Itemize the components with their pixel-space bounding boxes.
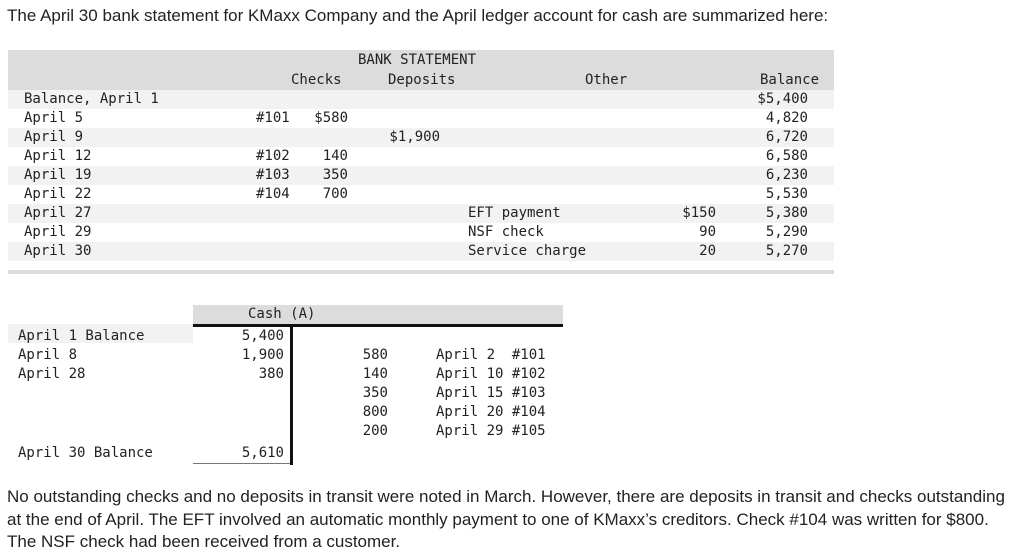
row-date: April 19 <box>24 167 92 183</box>
row-balance: 6,720 <box>765 129 808 145</box>
credit-amount: 200 <box>362 423 388 439</box>
row-other-description: EFT payment <box>468 205 561 221</box>
credit-label: April 20 #104 <box>436 404 546 420</box>
bank-title: BANK STATEMENT <box>358 52 477 68</box>
row-balance: 6,230 <box>765 167 808 183</box>
row-check-amount: $580 <box>314 110 348 126</box>
row-other-amount: 20 <box>699 243 716 259</box>
row-check-number: #102 <box>256 148 290 164</box>
credit-amount: 800 <box>362 404 388 420</box>
row-balance: 6,580 <box>765 148 808 164</box>
row-other-description: Service charge <box>468 243 587 259</box>
credit-amount: 350 <box>362 385 388 401</box>
row-check-amount: 350 <box>322 167 348 183</box>
credit-label: April 29 #105 <box>436 423 546 439</box>
row-check-number: #103 <box>256 167 290 183</box>
bank-statement-table <box>8 50 834 275</box>
intro-text: The April 30 bank statement for KMaxx Company and the April ledger account for cash are summarized here: <box>7 6 829 25</box>
row-balance: 5,290 <box>765 224 808 240</box>
row-balance: 5,530 <box>765 186 808 202</box>
row-balance: 5,380 <box>765 205 808 221</box>
credit-amount: 140 <box>362 366 388 382</box>
row-balance: 4,820 <box>765 110 808 126</box>
header-checks: Checks <box>291 72 342 88</box>
row-date: April 12 <box>24 148 92 164</box>
row-other-description: NSF check <box>468 224 544 240</box>
credit-label: April 10 #102 <box>436 366 546 382</box>
debit-amount: 380 <box>258 366 284 382</box>
explanation-text: No outstanding checks and no deposits in transit were noted in March. However, there are deposits in transit and checks outstanding at the end of April. The EFT involved an automatic monthly payment to one of KMaxx’s creditors. Check #104 was written for $800. The NSF check had been received from a customer. <box>7 487 1005 551</box>
debit-amount: 5,400 <box>241 328 284 344</box>
bank-bottom-rule <box>8 270 834 274</box>
t-account-title: Cash (A) <box>248 306 316 322</box>
row-date: April 30 <box>24 243 92 259</box>
t-account-vertical-rule <box>290 324 293 465</box>
debit-label: April 1 Balance <box>18 328 145 344</box>
header-other: Other <box>585 72 628 88</box>
row-date: April 9 <box>24 129 84 145</box>
row-check-amount: 700 <box>322 186 348 202</box>
row-check-number: #104 <box>256 186 290 202</box>
balance-rule <box>193 463 290 464</box>
row-balance: 5,270 <box>765 243 808 259</box>
credit-label: April 15 #103 <box>436 385 546 401</box>
header-deposits: Deposits <box>388 72 456 88</box>
row-date: April 29 <box>24 224 92 240</box>
debit-label: April 28 <box>18 366 86 382</box>
ending-balance-amount: 5,610 <box>241 445 284 461</box>
row-check-number: #101 <box>256 110 290 126</box>
cash-t-account <box>8 303 568 465</box>
row-deposit: $1,900 <box>389 129 440 145</box>
row-date: April 5 <box>24 110 84 126</box>
header-balance: Balance <box>760 72 820 88</box>
row-date: April 22 <box>24 186 92 202</box>
ending-balance-label: April 30 Balance <box>18 445 153 461</box>
row-balance: $5,400 <box>757 91 808 107</box>
credit-amount: 580 <box>362 347 388 363</box>
row-other-amount: 90 <box>699 224 716 240</box>
debit-label: April 8 <box>18 347 78 363</box>
row-other-amount: $150 <box>682 205 716 221</box>
row-date: April 27 <box>24 205 92 221</box>
debit-amount: 1,900 <box>241 347 284 363</box>
row-date: Balance, April 1 <box>24 91 159 107</box>
row-check-amount: 140 <box>322 148 348 164</box>
credit-label: April 2 #101 <box>436 347 546 363</box>
